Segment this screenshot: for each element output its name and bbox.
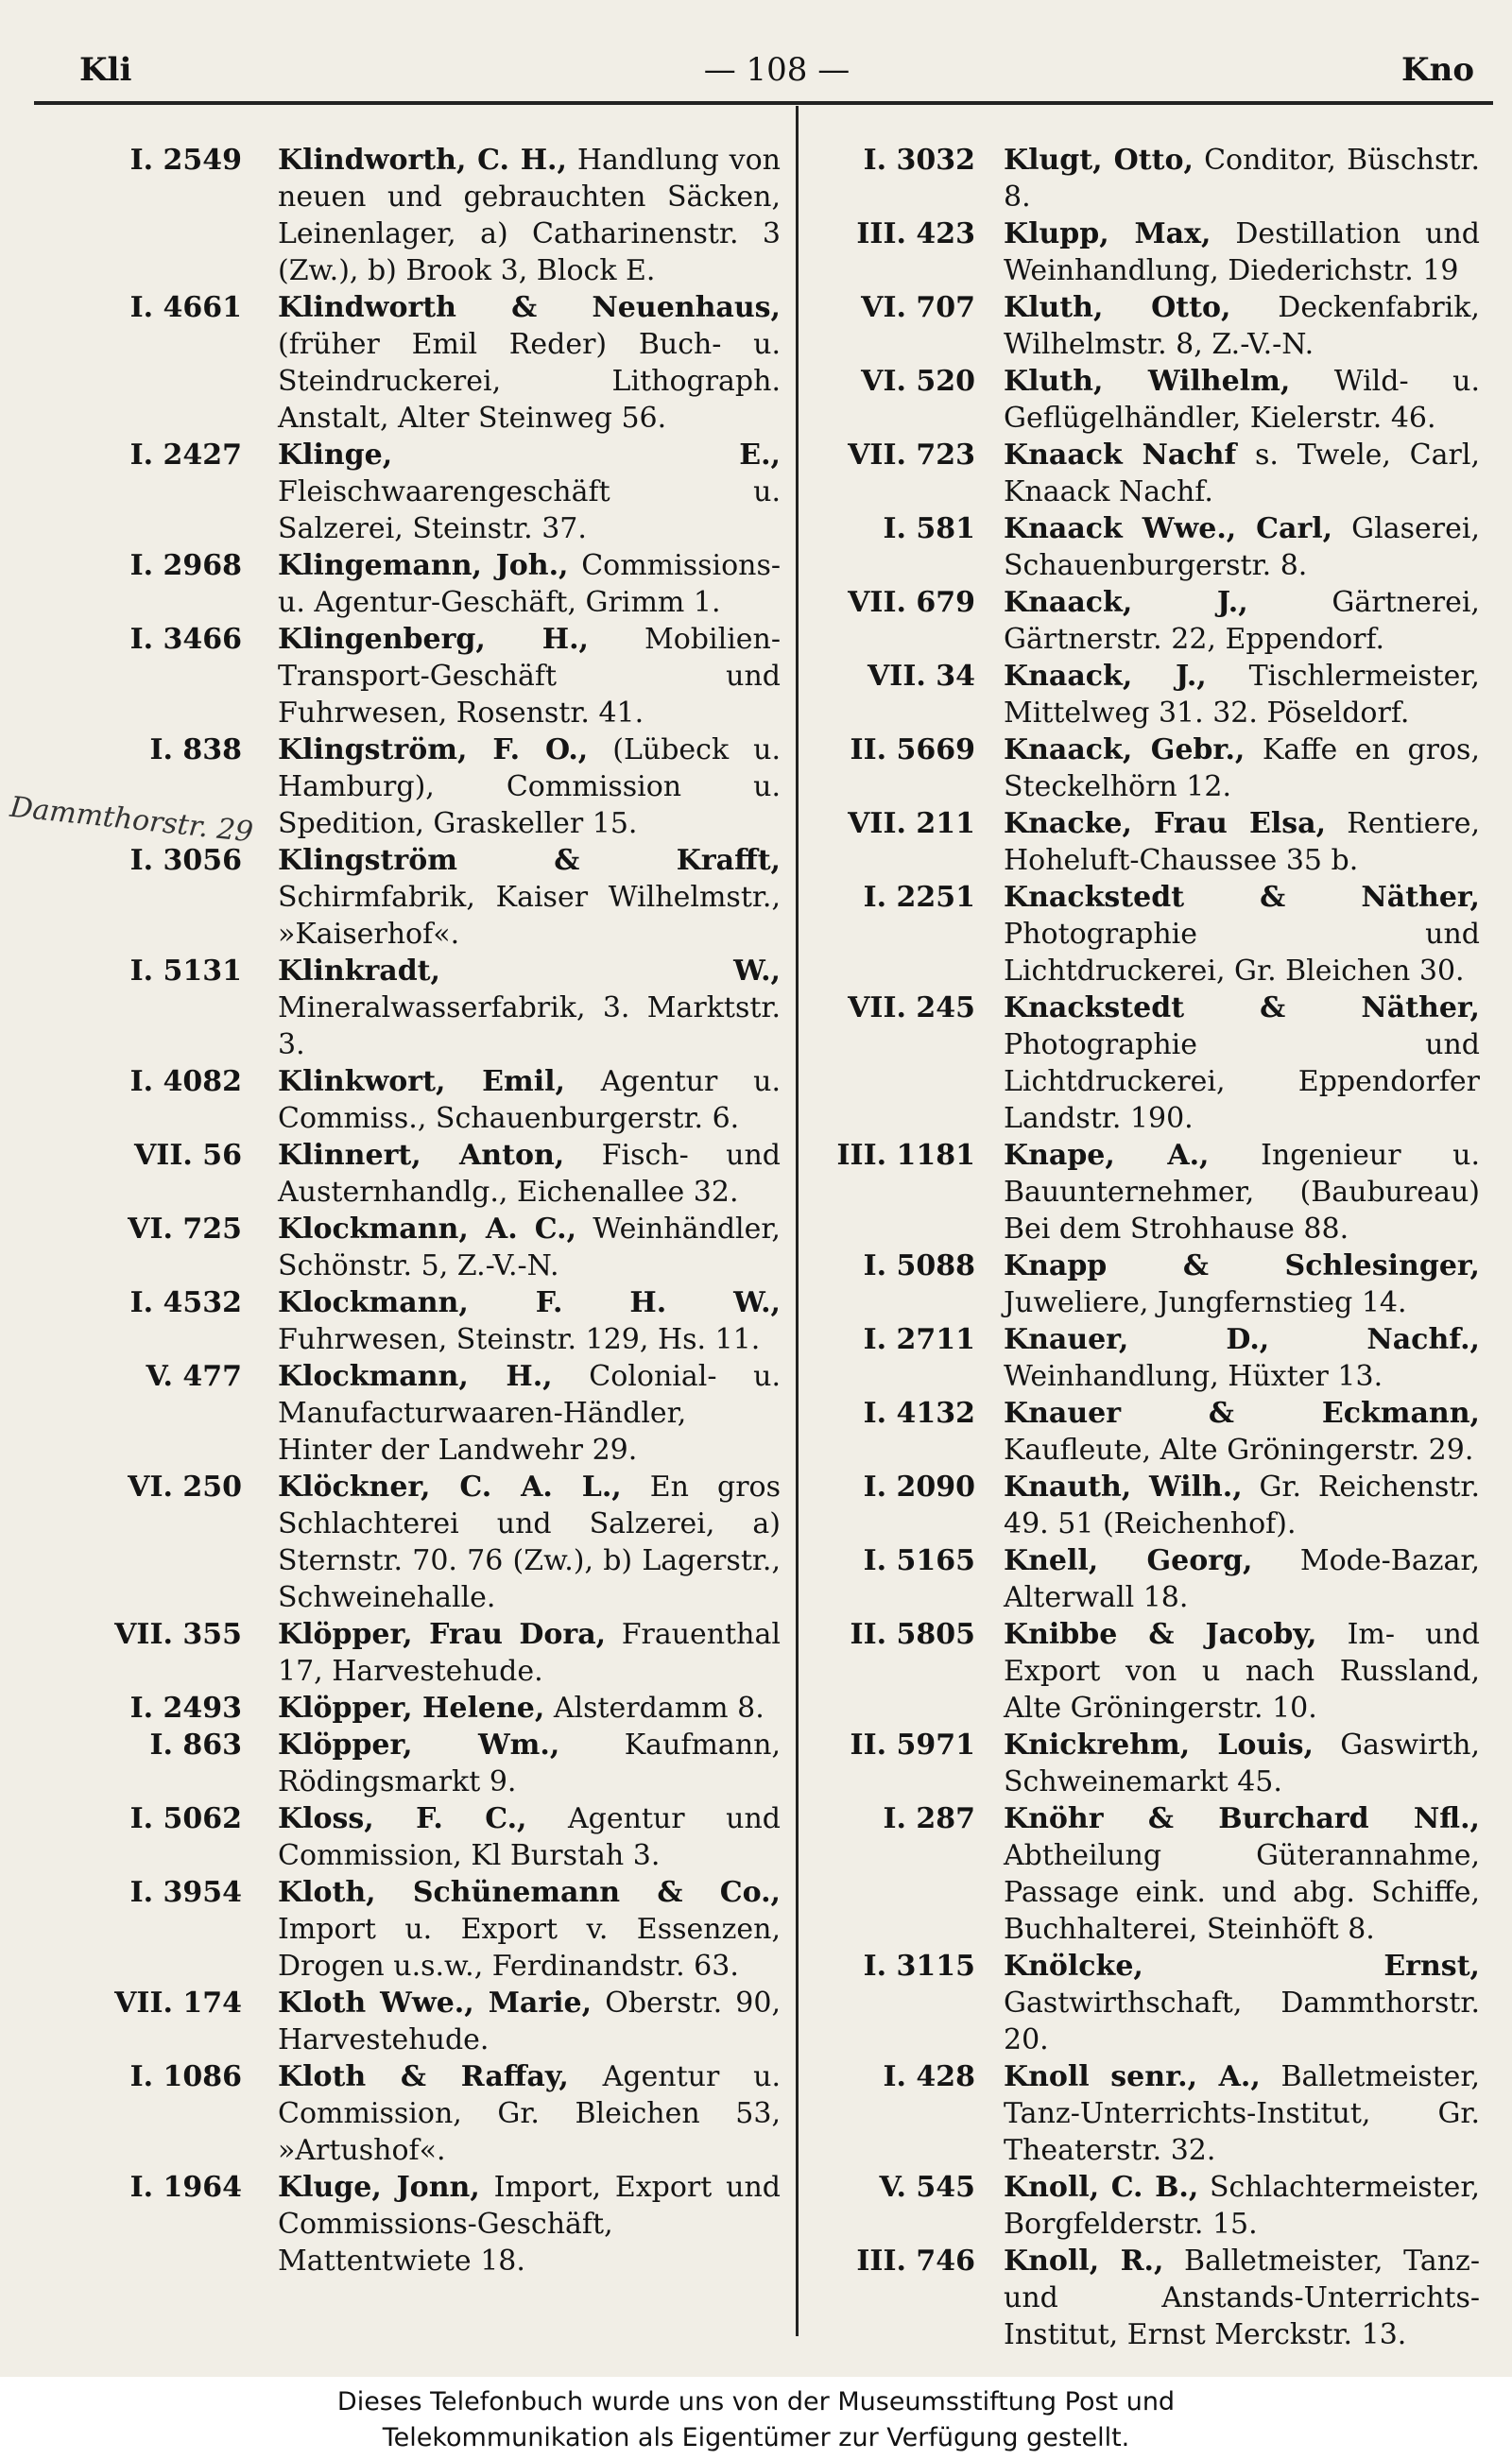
entry-description: Kaffe en gros, Steckelhörn 12.: [1004, 733, 1480, 803]
entry-name: Klöckner, C. A. L.,: [278, 1471, 622, 1504]
phone-number: VII. 174: [114, 1987, 242, 2020]
directory-entry: [34, 1469, 781, 1616]
entry-text: [1004, 363, 1480, 437]
directory-entry: [809, 215, 1480, 289]
entry-text: [278, 731, 781, 842]
entry-text: [278, 1985, 781, 2058]
phone-number: I. 1086: [129, 2060, 242, 2093]
phone-number: III. 746: [856, 2245, 975, 2278]
directory-entry: [809, 1616, 1480, 1727]
entry-name: Knackstedt & Näther,: [1004, 881, 1480, 914]
entry-name: Knoll, C. B.,: [1004, 2171, 1199, 2204]
entry-text: [1004, 1137, 1480, 1247]
entry-text: [1004, 1542, 1480, 1616]
entry-text: [1004, 510, 1480, 584]
entry-name: Klinnert, Anton,: [278, 1139, 565, 1172]
entry-text: [1004, 1948, 1480, 2058]
entry-name: Klindworth, C. H.,: [278, 144, 567, 177]
entry-text: [1004, 584, 1480, 658]
entry-name: Kloth Wwe., Marie,: [278, 1987, 593, 2020]
entry-description: Wild- u. Geflügelhändler, Kielerstr. 46.: [1004, 365, 1480, 435]
directory-entry: [809, 1137, 1480, 1247]
entry-name: Knibbe & Jacoby,: [1004, 1618, 1317, 1651]
phone-number: I. 287: [883, 1802, 975, 1835]
entry-description: Import, Export und Commissions-Geschäft, Mattentwiete 18.: [278, 2171, 781, 2278]
directory-entry: [809, 1542, 1480, 1616]
entry-name: Knauer, D., Nachf.,: [1004, 1323, 1480, 1356]
entry-text: [278, 1211, 781, 1284]
entry-text: [278, 142, 781, 289]
directory-entry: [809, 437, 1480, 510]
page-header: [79, 45, 1474, 102]
entry-text: [278, 437, 781, 547]
entry-name: Knaack, J.,: [1004, 586, 1248, 619]
phone-number: I. 863: [149, 1729, 242, 1762]
phone-number: VII. 245: [848, 991, 975, 1024]
directory-entry: [809, 879, 1480, 989]
entry-text: [278, 1616, 781, 1690]
entry-name: Klugt, Otto,: [1004, 144, 1194, 177]
entry-name: Knaack, J.,: [1004, 660, 1207, 693]
phone-number: VI. 707: [861, 291, 975, 324]
footer-notice: [0, 2377, 1512, 2460]
phone-number: II. 5971: [850, 1729, 975, 1762]
directory-entry: [809, 1247, 1480, 1321]
entry-name: Klinkradt, W.,: [278, 955, 781, 988]
entry-name: Knacke, Frau Elsa,: [1004, 807, 1327, 840]
entry-name: Kloss, F. C.,: [278, 1802, 527, 1835]
header-right-keyword: Kno: [1401, 51, 1474, 89]
phone-number: I. 3954: [129, 1876, 242, 1909]
directory-entry: [34, 1985, 781, 2058]
phone-number: I. 581: [883, 512, 975, 545]
entry-name: Knauer & Eckmann,: [1004, 1397, 1480, 1430]
entry-text: [1004, 2169, 1480, 2243]
entry-text: [1004, 2243, 1480, 2353]
entry-description: Gastwirthschaft, Dammthorstr. 20.: [1004, 1987, 1480, 2056]
entry-name: Knape, A.,: [1004, 1139, 1210, 1172]
entry-description: Import u. Export v. Essenzen, Drogen u.s.w., Ferdinandstr. 63.: [278, 1913, 781, 1983]
entry-description: Weinhändler, Schönstr. 5, Z.-V.-N.: [278, 1213, 781, 1282]
entry-name: Kluth, Wilhelm,: [1004, 365, 1291, 398]
phone-number: III. 423: [856, 217, 975, 250]
phone-number: I. 5165: [863, 1544, 975, 1577]
entry-name: Kluth, Otto,: [1004, 291, 1231, 324]
directory-entry: [809, 989, 1480, 1137]
entry-text: [1004, 879, 1480, 989]
phone-number: I. 4082: [129, 1065, 242, 1098]
entry-text: [278, 547, 781, 621]
entry-name: Knaack, Gebr.,: [1004, 733, 1246, 766]
entry-description: Photographie und Lichtdruckerei, Eppendorfer Landstr. 190.: [1004, 1028, 1480, 1135]
entry-description: Gärtnerei, Gärtnerstr. 22, Eppendorf.: [1004, 586, 1480, 656]
entry-description: Conditor, Büschstr. 8.: [1004, 144, 1480, 214]
phone-number: V. 477: [146, 1360, 242, 1393]
phone-number: VI. 250: [128, 1471, 242, 1504]
column-divider: [796, 106, 799, 2336]
entry-description: Mobilien-Transport-Geschäft und Fuhrwesen, Rosenstr. 41.: [278, 623, 781, 730]
directory-entry: [809, 510, 1480, 584]
entry-name: Klupp, Max,: [1004, 217, 1211, 250]
entry-text: [1004, 2058, 1480, 2169]
directory-entry: [34, 1358, 781, 1469]
phone-number: I. 3032: [863, 144, 975, 177]
entry-description: Fisch- und Austernhandlg., Eichenallee 32.: [278, 1139, 781, 1209]
phone-number: II. 5805: [850, 1618, 975, 1651]
directory-entry: [809, 2169, 1480, 2243]
directory-entry: [34, 2169, 781, 2279]
phone-number: VII. 355: [114, 1618, 242, 1651]
entry-name: Klingström & Krafft,: [278, 844, 781, 877]
directory-entry: [34, 1874, 781, 1985]
directory-entry: [34, 1727, 781, 1800]
entry-text: [278, 1284, 781, 1358]
directory-entry: [809, 1727, 1480, 1800]
phone-number: V. 545: [879, 2171, 975, 2204]
directory-entry: [34, 621, 781, 731]
entry-description: Agentur u. Commiss., Schauenburgerstr. 6.: [278, 1065, 781, 1135]
directory-entry: [34, 289, 781, 437]
entry-name: Klockmann, H.,: [278, 1360, 553, 1393]
directory-entry: [34, 547, 781, 621]
phone-number: I. 2968: [129, 549, 242, 582]
entry-text: [278, 953, 781, 1063]
entry-name: Klinge, E.,: [278, 439, 781, 472]
entry-name: Klingström, F. O.,: [278, 733, 589, 766]
phone-number: I. 428: [883, 2060, 975, 2093]
entry-name: Klindworth & Neuenhaus,: [278, 291, 781, 324]
handwritten-margin-note: Dammthorstr. 29: [8, 790, 255, 850]
directory-entry: [34, 1616, 781, 1690]
directory-entry: [809, 2058, 1480, 2169]
entry-text: [1004, 731, 1480, 805]
entry-description: Photographie und Lichtdruckerei, Gr. Bleichen 30.: [1004, 918, 1480, 988]
phone-number: I. 2427: [129, 439, 242, 472]
entry-description: Kaufleute, Alte Gröningerstr. 29.: [1004, 1434, 1474, 1467]
directory-entry: [34, 1284, 781, 1358]
entry-name: Klockmann, A. C.,: [278, 1213, 577, 1246]
entry-description: s. Twele, Carl, Knaack Nachf.: [1004, 439, 1480, 508]
directory-entry: [809, 1321, 1480, 1395]
entry-name: Klöpper, Wm.,: [278, 1729, 560, 1762]
entry-description: Agentur und Commission, Kl Burstah 3.: [278, 1802, 781, 1872]
entry-text: [1004, 1469, 1480, 1542]
entry-description: Schirmfabrik, Kaiser Wilhelmstr., »Kaiserhof«.: [278, 881, 781, 951]
entry-description: Balletmeister, Tanz-Unterrichts-Institut, Gr. Theaterstr. 32.: [1004, 2060, 1480, 2167]
entry-text: [1004, 289, 1480, 363]
entry-text: [278, 1690, 781, 1727]
directory-entry: [34, 1211, 781, 1284]
directory-entry: [34, 1137, 781, 1211]
directory-entry: [809, 1948, 1480, 2058]
entry-name: Knölcke, Ernst,: [1004, 1950, 1480, 1983]
directory-entry: [809, 1395, 1480, 1469]
entry-text: [278, 1469, 781, 1616]
directory-entry: [809, 289, 1480, 363]
entry-description: (früher Emil Reder) Buch- u. Steindruckerei, Lithograph. Anstalt, Alter Steinweg 56.: [278, 328, 781, 435]
directory-entry: [809, 805, 1480, 879]
directory-entry: [34, 437, 781, 547]
entry-text: [278, 842, 781, 953]
directory-entry: [34, 953, 781, 1063]
entry-description: Balletmeister, Tanz- und Anstands-Unterrichts-Institut, Ernst Merckstr. 13.: [1004, 2245, 1480, 2351]
entry-description: Tischlermeister, Mittelweg 31. 32. Pöseldorf.: [1004, 660, 1480, 730]
directory-entry: [34, 1063, 781, 1137]
footer-line-2: Telekommunikation als Eigentümer zur Verfügung gestellt.: [382, 2423, 1130, 2452]
phone-number: I. 2090: [863, 1471, 975, 1504]
directory-entry: [809, 2243, 1480, 2353]
entry-description: Glaserei, Schauenburgerstr. 8.: [1004, 512, 1480, 582]
entry-text: [278, 2058, 781, 2169]
directory-entry: [809, 658, 1480, 731]
entry-name: Klinkwort, Emil,: [278, 1065, 565, 1098]
phone-number: VII. 34: [868, 660, 975, 693]
left-column: [34, 142, 781, 2279]
entry-text: [1004, 1616, 1480, 1727]
entry-description: Juweliere, Jungfernstieg 14.: [1004, 1286, 1407, 1319]
entry-description: Kaufmann, Rödingsmarkt 9.: [278, 1729, 781, 1798]
right-column: [809, 142, 1480, 2353]
directory-entry: [34, 731, 781, 842]
phone-number: III. 1181: [836, 1139, 975, 1172]
entry-name: Klöpper, Frau Dora,: [278, 1618, 607, 1651]
entry-description: Deckenfabrik, Wilhelmstr. 8, Z.-V.-N.: [1004, 291, 1480, 361]
entry-description: Destillation und Weinhandlung, Diederichstr. 19: [1004, 217, 1480, 287]
entry-text: [278, 1063, 781, 1137]
phone-number: I. 2711: [863, 1323, 975, 1356]
phone-number: II. 5669: [850, 733, 975, 766]
entry-name: Kloth, Schünemann & Co.,: [278, 1876, 781, 1909]
entry-description: Gr. Reichenstr. 49. 51 (Reichenhof).: [1004, 1471, 1480, 1540]
entry-text: [278, 1358, 781, 1469]
entry-description: Handlung von neuen und gebrauchten Säcken, Leinenlager, a) Catharinenstr. 3 (Zw.), b) Brook 3, Block E.: [278, 144, 782, 287]
entry-text: [1004, 1395, 1480, 1469]
entry-description: Frauenthal 17, Harvestehude.: [278, 1618, 781, 1688]
entry-description: Commissions- u. Agentur-Geschäft, Grimm 1.: [278, 549, 781, 619]
directory-entry: [809, 1469, 1480, 1542]
entry-name: Knauth, Wilh.,: [1004, 1471, 1243, 1504]
entry-description: Abtheilung Güterannahme, Passage eink. und abg. Schiffe, Buchhalterei, Steinhöft 8.: [1004, 1839, 1480, 1946]
entry-name: Kluge, Jonn,: [278, 2171, 480, 2204]
entry-description: Gaswirth, Schweinemarkt 45.: [1004, 1729, 1480, 1798]
entry-name: Klingenberg, H.,: [278, 623, 589, 656]
entry-text: [278, 1874, 781, 1985]
header-rule: [34, 101, 1493, 105]
entry-description: Ingenieur u. Bauunternehmer, (Baubureau) Bei dem Strohhause 88.: [1004, 1139, 1480, 1246]
entry-description: Weinhandlung, Hüxter 13.: [1004, 1360, 1383, 1393]
entry-description: Im- und Export von u nach Russland, Alte Gröningerstr. 10.: [1004, 1618, 1480, 1725]
phone-number: VI. 725: [128, 1213, 242, 1246]
entry-text: [1004, 1247, 1480, 1321]
phone-number: VII. 679: [848, 586, 975, 619]
entry-text: [278, 289, 781, 437]
phone-number: I. 5062: [129, 1802, 242, 1835]
phone-number: I. 3115: [863, 1950, 975, 1983]
header-left-keyword: Kli: [79, 51, 132, 89]
entry-text: [1004, 215, 1480, 289]
entry-name: Knoll senr., A.,: [1004, 2060, 1261, 2093]
entry-description: Mineralwasserfabrik, 3. Marktstr. 3.: [278, 991, 781, 1061]
phone-number: I. 4661: [129, 291, 242, 324]
entry-name: Knickrehm, Louis,: [1004, 1729, 1314, 1762]
phone-number: I. 3466: [129, 623, 242, 656]
entry-name: Klöpper, Helene,: [278, 1692, 545, 1725]
entry-name: Knaack Nachf: [1004, 439, 1237, 472]
page-number: — 108 —: [703, 51, 850, 89]
directory-entry: [34, 142, 781, 289]
entry-text: [278, 1800, 781, 1874]
directory-entry: [34, 842, 781, 953]
directory-entry: [809, 584, 1480, 658]
entry-name: Knackstedt & Näther,: [1004, 991, 1480, 1024]
phone-number: VII. 211: [848, 807, 975, 840]
directory-entry: [809, 731, 1480, 805]
phone-number: I. 4532: [129, 1286, 242, 1319]
directory-entry: [34, 1800, 781, 1874]
entry-text: [278, 1727, 781, 1800]
entry-description: Schlachtermeister, Borgfelderstr. 15.: [1004, 2171, 1480, 2241]
directory-entry: [34, 2058, 781, 2169]
phone-number: I. 838: [149, 733, 242, 766]
phone-number: I. 3056: [129, 844, 242, 877]
phone-number: I. 5088: [863, 1249, 975, 1282]
phone-number: VII. 56: [134, 1139, 242, 1172]
entry-description: (Lübeck u. Hamburg), Commission u. Spedition, Graskeller 15.: [278, 733, 781, 840]
phone-number: I. 4132: [863, 1397, 975, 1430]
entry-name: Klingemann, Joh.,: [278, 549, 569, 582]
directory-entry: [809, 1800, 1480, 1948]
phone-number: I. 2549: [129, 144, 242, 177]
entry-text: [1004, 1321, 1480, 1395]
entry-description: Fleischwaarengeschäft u. Salzerei, Steinstr. 37.: [278, 475, 781, 545]
phone-number: I. 2493: [129, 1692, 242, 1725]
entry-text: [1004, 1727, 1480, 1800]
phone-number: VI. 520: [861, 365, 975, 398]
directory-entry: [34, 1690, 781, 1727]
entry-name: Knaack Wwe., Carl,: [1004, 512, 1333, 545]
entry-text: [1004, 1800, 1480, 1948]
phone-number: I. 1964: [129, 2171, 242, 2204]
entry-name: Knapp & Schlesinger,: [1004, 1249, 1480, 1282]
entry-description: Rentiere, Hoheluft-Chaussee 35 b.: [1004, 807, 1480, 877]
entry-description: Oberstr. 90, Harvestehude.: [278, 1987, 781, 2056]
entry-description: Agentur u. Commission, Gr. Bleichen 53, »Artushof«.: [278, 2060, 781, 2167]
phone-number: I. 5131: [129, 955, 242, 988]
phone-number: VII. 723: [848, 439, 975, 472]
entry-text: [1004, 805, 1480, 879]
entry-text: [1004, 989, 1480, 1137]
entry-name: Knoll, R.,: [1004, 2245, 1164, 2278]
entry-text: [1004, 142, 1480, 215]
entry-description: Fuhrwesen, Steinstr. 129, Hs. 11.: [278, 1323, 761, 1356]
entry-name: Knell, Georg,: [1004, 1544, 1253, 1577]
entry-text: [278, 2169, 781, 2279]
footer-line-1: Dieses Telefonbuch wurde uns von der Museumsstiftung Post und: [336, 2387, 1176, 2417]
directory-entry: [809, 363, 1480, 437]
entry-name: Klockmann, F. H. W.,: [278, 1286, 781, 1319]
directory-entry: [809, 142, 1480, 215]
entry-description: Colonial- u. Manufacturwaaren-Händler, Hinter der Landwehr 29.: [278, 1360, 781, 1467]
phone-number: I. 2251: [863, 881, 975, 914]
entry-description: Mode-Bazar, Alterwall 18.: [1004, 1544, 1480, 1614]
entry-name: Kloth & Raffay,: [278, 2060, 569, 2093]
entry-text: [278, 621, 781, 731]
entry-text: [1004, 658, 1480, 731]
entry-text: [278, 1137, 781, 1211]
entry-description: Alsterdamm 8.: [553, 1692, 765, 1725]
entry-text: [1004, 437, 1480, 510]
entry-description: En gros Schlachterei und Salzerei, a) Sternstr. 70. 76 (Zw.), b) Lagerstr., Schweinehalle.: [278, 1471, 781, 1614]
entry-name: Knöhr & Burchard Nfl.,: [1004, 1802, 1480, 1835]
